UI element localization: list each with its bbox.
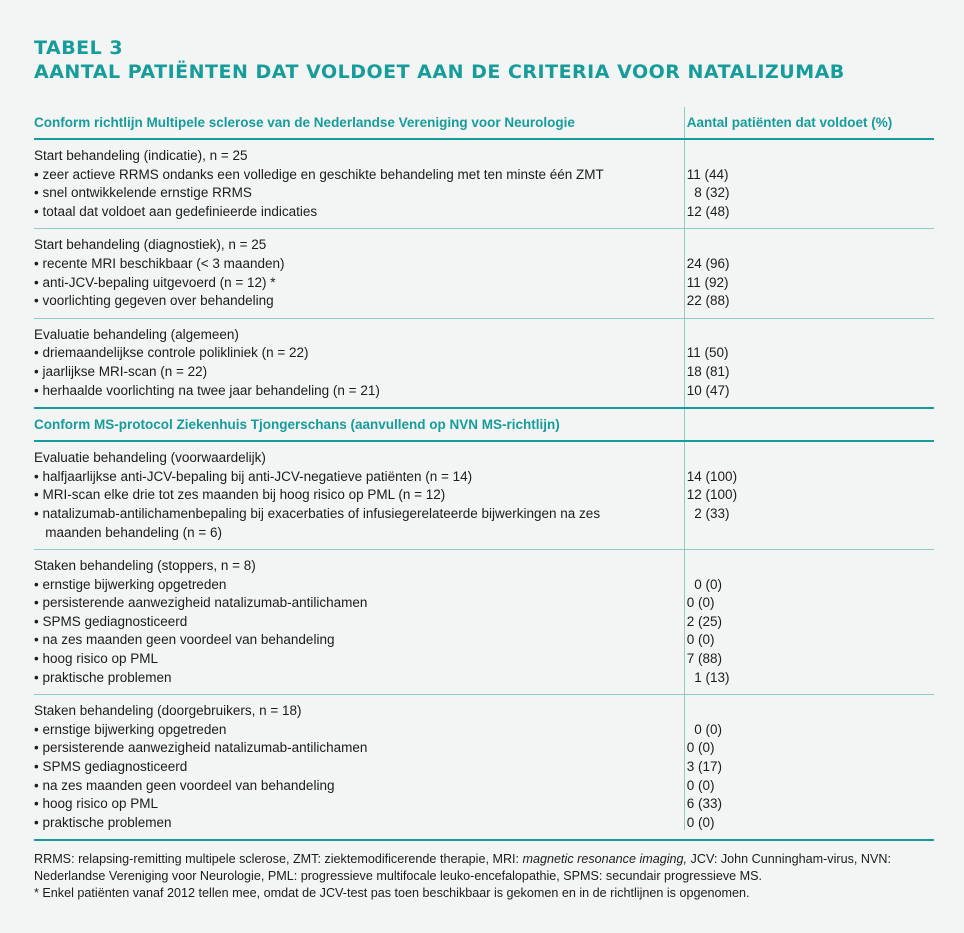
table-row xyxy=(34,669,934,688)
row-value: 0 (0) xyxy=(686,721,723,737)
row-value: 6 (33) xyxy=(686,796,723,812)
row-label: • ernstige bijwerking opgetreden xyxy=(34,576,227,592)
row-value: 3 (17) xyxy=(686,759,723,775)
row-label: • totaal dat voldoet aan gedefinieerde indicaties xyxy=(34,203,318,219)
table-row xyxy=(34,631,934,650)
table-row xyxy=(34,505,934,524)
row-label: • halfjaarlijkse anti-JCV-bepaling bij anti-JCV-negatieve patiënten (n = 14) xyxy=(34,468,473,484)
table-row xyxy=(34,721,934,740)
table-row xyxy=(34,274,934,293)
table-row xyxy=(34,255,934,274)
group-heading xyxy=(34,236,934,255)
row-value: 0 (0) xyxy=(686,595,715,611)
row-value: 0 (0) xyxy=(686,740,715,756)
row-label: • persisterende aanwezigheid natalizumab-antilichamen xyxy=(34,740,368,756)
row-value: 24 (96) xyxy=(686,255,730,271)
table-row xyxy=(34,795,934,814)
table-group xyxy=(34,550,934,694)
section-protocol-label: Conform MS-protocol Ziekenhuis Tjongerschans (aanvullend op NVN MS-richtlijn) xyxy=(34,416,560,432)
row-value: 11 (44) xyxy=(686,166,729,182)
table-row xyxy=(34,650,934,669)
row-value: 11 (92) xyxy=(686,274,729,290)
group-rule xyxy=(34,839,934,841)
row-value: 0 (0) xyxy=(686,632,715,648)
row-label: • zeer actieve RRMS ondanks een volledige en geschikte behandeling met ten minste één ZMT xyxy=(34,166,604,182)
row-label: • voorlichting gegeven over behandeling xyxy=(34,293,274,309)
row-value: 0 (0) xyxy=(686,777,715,793)
group-heading-label: Evaluatie behandeling (algemeen) xyxy=(34,326,239,342)
row-value: 8 (32) xyxy=(686,185,730,201)
group-heading xyxy=(34,449,934,468)
criteria-table xyxy=(34,107,934,841)
row-label: • hoog risico op PML xyxy=(34,651,159,667)
group-heading-label: Staken behandeling (doorgebruikers, n = 18) xyxy=(34,703,302,719)
table-row xyxy=(34,739,934,758)
footnote-text-c: JCV: John Cunningham-virus, NVN: Nederlandse Vereniging voor Neurologie, PML: progressieve multifocale leuko-encefalopathie, SPMS: secundair progressieve MS. xyxy=(34,852,891,883)
table-row xyxy=(34,382,934,401)
row-value: 12 (48) xyxy=(686,203,730,219)
footnote xyxy=(34,851,938,902)
row-label: • anti-JCV-bepaling uitgevoerd (n = 12) * xyxy=(34,274,276,290)
row-label: maanden behandeling (n = 6) xyxy=(34,524,223,540)
table-group xyxy=(34,442,934,549)
row-value: 2 (33) xyxy=(686,505,730,521)
table-row xyxy=(34,184,934,203)
row-value: 7 (88) xyxy=(686,651,723,667)
group-heading-label: Start behandeling (diagnostiek), n = 25 xyxy=(34,237,267,253)
footnote-text-a: RRMS: relapsing-remitting multipele sclerose, ZMT: ziektemodificerende therapie, MRI: xyxy=(34,852,523,866)
table-group xyxy=(34,229,934,317)
group-heading-label: Staken behandeling (stoppers, n = 8) xyxy=(34,558,256,574)
row-value: 12 (100) xyxy=(686,487,738,503)
group-heading xyxy=(34,147,934,166)
row-label: • jaarlijkse MRI-scan (n = 22) xyxy=(34,363,208,379)
table-row xyxy=(34,777,934,796)
row-label: • ernstige bijwerking opgetreden xyxy=(34,721,227,737)
footnote-asterisk: * Enkel patiënten vanaf 2012 tellen mee, omdat de JCV-test pas toen beschikbaar is gekomen en in de richtlijnen is opgenomen. xyxy=(34,886,750,900)
table-group xyxy=(34,140,934,228)
row-label: • praktische problemen xyxy=(34,669,172,685)
guideline-groups xyxy=(34,140,934,407)
table-row xyxy=(34,468,934,487)
table-row xyxy=(34,594,934,613)
protocol-groups xyxy=(34,442,934,841)
row-label: • natalizumab-antilichamenbepaling bij exacerbaties of infusiegerelateerde bijwerkingen na zes xyxy=(34,505,601,521)
row-value: 1 (13) xyxy=(686,669,730,685)
group-heading xyxy=(34,557,934,576)
row-label: • na zes maanden geen voordeel van behandeling xyxy=(34,632,335,648)
header-guideline: Conform richtlijn Multipele sclerose van de Nederlandse Vereniging voor Neurologie xyxy=(34,114,575,130)
table-row xyxy=(34,344,934,363)
row-value: 10 (47) xyxy=(686,382,730,398)
table-header xyxy=(34,107,934,138)
row-label: • snel ontwikkelende ernstige RRMS xyxy=(34,185,252,201)
group-heading xyxy=(34,326,934,345)
table-row xyxy=(34,758,934,777)
table-row xyxy=(34,292,934,311)
row-label: • hoog risico op PML xyxy=(34,796,159,812)
table-group xyxy=(34,319,934,407)
table-row xyxy=(34,613,934,632)
row-label: • herhaalde voorlichting na twee jaar behandeling (n = 21) xyxy=(34,382,380,398)
row-value: 0 (0) xyxy=(686,814,715,830)
table-title xyxy=(34,36,845,84)
row-label: • praktische problemen xyxy=(34,814,172,830)
row-label: • recente MRI beschikbaar (< 3 maanden) xyxy=(34,255,285,271)
table-group xyxy=(34,695,934,839)
row-label: • persisterende aanwezigheid natalizumab-antilichamen xyxy=(34,595,368,611)
table-row xyxy=(34,576,934,595)
table-row xyxy=(34,166,934,185)
row-value: 0 (0) xyxy=(686,576,723,592)
footnote-abbreviations xyxy=(34,851,938,885)
row-value: 2 (25) xyxy=(686,613,723,629)
header-count: Aantal patiënten dat voldoet (%) xyxy=(686,114,893,130)
section-protocol-header xyxy=(34,409,934,440)
table-row xyxy=(34,203,934,222)
table-row xyxy=(34,524,934,543)
row-label: • driemaandelijkse controle polikliniek (n = 22) xyxy=(34,345,309,361)
group-heading xyxy=(34,702,934,721)
table-caption: AANTAL PATIËNTEN DAT VOLDOET AAN DE CRITERIA VOOR NATALIZUMAB xyxy=(34,61,845,83)
row-label: • SPMS gediagnosticeerd xyxy=(34,613,188,629)
table-row xyxy=(34,486,934,505)
group-heading-label: Start behandeling (indicatie), n = 25 xyxy=(34,148,248,163)
row-value: 18 (81) xyxy=(686,363,730,379)
row-value xyxy=(677,524,934,543)
group-heading-label: Evaluatie behandeling (voorwaardelijk) xyxy=(34,450,266,466)
row-value: 11 (50) xyxy=(686,345,729,361)
table-number: TABEL 3 xyxy=(34,37,124,59)
row-label: • na zes maanden geen voordeel van behandeling xyxy=(34,777,335,793)
row-value: 22 (88) xyxy=(686,293,730,309)
row-label: • MRI-scan elke drie tot zes maanden bij hoog risico op PML (n = 12) xyxy=(34,487,446,503)
table-row xyxy=(34,363,934,382)
table-row xyxy=(34,814,934,833)
footnote-text-italic: magnetic resonance imaging, xyxy=(522,852,688,866)
row-label: • SPMS gediagnosticeerd xyxy=(34,759,188,775)
row-value: 14 (100) xyxy=(686,468,738,484)
